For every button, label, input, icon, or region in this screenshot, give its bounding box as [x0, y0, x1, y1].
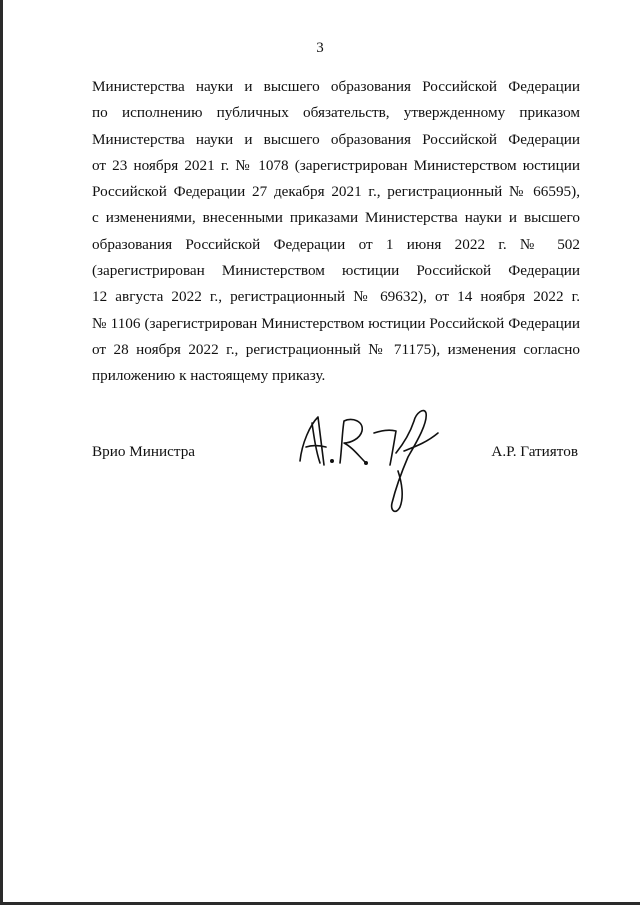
- body-line: № 1106 (зарегистрирован Министерством юстиции Российской Федерации: [92, 314, 580, 332]
- body-line: 12 августа 2022 г., регистрационный № 69632), от 14 ноября 2022 г.: [92, 288, 580, 306]
- body-line: (зарегистрирован Министерством юстиции Российской Федерации: [92, 262, 580, 280]
- body-line: Российской Федерации 27 декабря 2021 г., регистрационный № 66595),: [92, 183, 580, 201]
- body-line: с изменениями, внесенными приказами Министерства науки и высшего: [92, 209, 580, 227]
- body-line: Министерства науки и высшего образования Российской Федерации: [92, 130, 580, 148]
- signer-name: А.Р. Гатиятов: [491, 443, 578, 460]
- body-line: по исполнению публичных обязательств, утвержденному приказом: [92, 104, 580, 122]
- body-line-last: приложению к настоящему приказу.: [92, 367, 326, 385]
- body-text: [92, 74, 580, 390]
- body-line: от 23 ноября 2021 г. № 1078 (зарегистрирован Министерством юстиции: [92, 156, 580, 174]
- body-line: от 28 ноября 2022 г., регистрационный № 71175), изменения согласно: [92, 340, 580, 358]
- handwritten-signature-icon: [292, 403, 442, 518]
- page-number: 3: [316, 40, 324, 56]
- body-line: Министерства науки и высшего образования Российской Федерации: [92, 78, 580, 95]
- body-line: образования Российской Федерации от 1 июня 2022 г. № 502: [92, 235, 580, 253]
- signer-position: Врио Министра: [92, 443, 196, 460]
- scan-left-edge: [0, 0, 3, 905]
